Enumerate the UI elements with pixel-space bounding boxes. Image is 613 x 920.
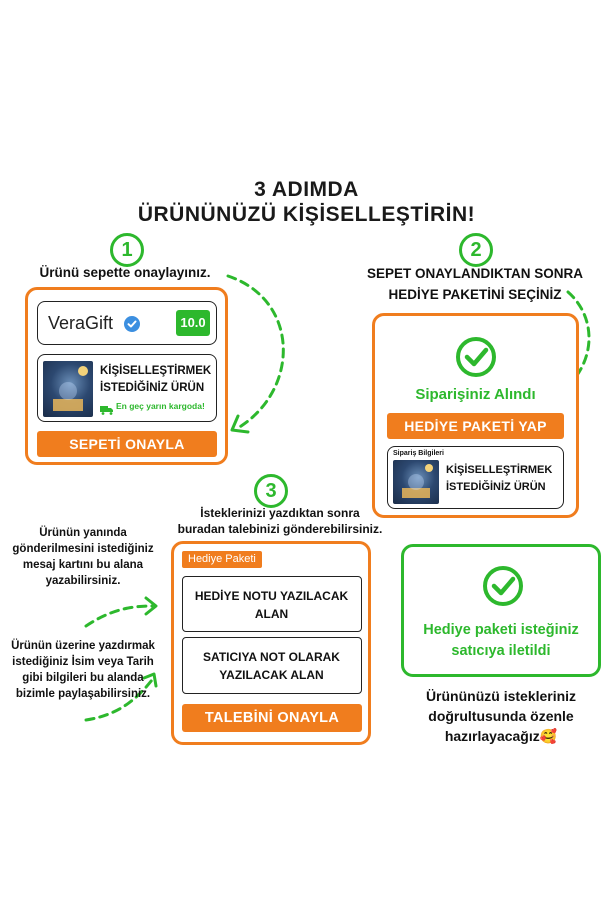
side-note-1-line-2: gönderilmesini istediğiniz bbox=[12, 543, 154, 555]
order-product-thumbnail bbox=[393, 460, 439, 504]
step-3-caption-2: buradan talebinizi gönderebilirsiniz. bbox=[177, 522, 383, 536]
title-line-2: ÜRÜNÜNÜZÜ KİŞİSELLEŞTİRİN! bbox=[137, 203, 476, 226]
step-1-caption: Ürünü sepette onaylayınız. bbox=[39, 265, 211, 280]
gift-note-line-1: HEDİYE NOTU YAZILACAK bbox=[194, 589, 349, 603]
side-note-print-info bbox=[4, 638, 162, 702]
seller-card[interactable] bbox=[37, 301, 217, 345]
side-note-1-line-3: mesaj kartını bu alana bbox=[22, 559, 144, 571]
preparation-line-2: doğrultusunda özenle bbox=[428, 708, 574, 724]
request-sent-check-icon bbox=[482, 565, 524, 607]
cart-product-title-1: KİŞİSELLEŞTİRMEK bbox=[100, 365, 212, 377]
step-3-number: 3 bbox=[254, 474, 288, 508]
seller-score-badge: 10.0 bbox=[176, 310, 210, 336]
request-sent-line-2: satıcıya iletildi bbox=[451, 643, 551, 659]
title-line-1: 3 ADIMDA bbox=[254, 178, 359, 201]
truck-icon bbox=[100, 402, 114, 412]
gift-note-field[interactable] bbox=[182, 576, 362, 632]
request-sent-frame bbox=[401, 544, 601, 677]
gift-note-line-2: ALAN bbox=[254, 607, 289, 621]
confirm-cart-button[interactable]: SEPETİ ONAYLA bbox=[37, 431, 217, 457]
step-3-gift-frame bbox=[171, 541, 371, 745]
step-2-caption-1: SEPET ONAYLANDIKTAN SONRA bbox=[366, 266, 584, 281]
gift-package-tag: Hediye Paketi bbox=[182, 551, 262, 568]
cart-product-card[interactable] bbox=[37, 354, 217, 422]
preparation-line-1: Ürününüzü istekleriniz bbox=[425, 688, 577, 704]
request-sent-line-1: Hediye paketi isteğiniz bbox=[423, 622, 579, 638]
side-note-2-line-2: istediğiniz İsim veya Tarih bbox=[12, 656, 154, 668]
confirm-request-button[interactable]: TALEBİNİ ONAYLA bbox=[182, 704, 362, 732]
order-info-label: Sipariş Bilgileri bbox=[393, 450, 444, 457]
order-product-image-icon bbox=[393, 460, 439, 504]
side-note-1-line-1: Ürünün yanında bbox=[39, 527, 127, 539]
side-note-1-line-4: yazabilirsiniz. bbox=[45, 575, 121, 587]
success-check-icon bbox=[455, 336, 497, 378]
order-product-title-1: KİŞİSELLEŞTİRMEK bbox=[446, 464, 553, 476]
order-info-card bbox=[387, 446, 564, 509]
side-note-2-line-1: Ürünün üzerine yazdırmak bbox=[11, 640, 155, 652]
step-1-number: 1 bbox=[110, 233, 144, 267]
side-note-gift-card bbox=[8, 525, 158, 589]
shipping-text: En geç yarın kargoda! bbox=[116, 401, 205, 411]
product-image-icon bbox=[43, 361, 93, 417]
step-1-cart-frame bbox=[25, 287, 228, 465]
order-received-text: Siparişiniz Alındı bbox=[415, 386, 536, 403]
seller-note-field[interactable] bbox=[182, 637, 362, 694]
gift-package-button[interactable]: HEDİYE PAKETİ YAP bbox=[387, 413, 564, 439]
order-product-title-2: İSTEDİĞİNİZ ÜRÜN bbox=[446, 481, 546, 493]
preparation-message bbox=[396, 686, 606, 746]
preparation-line-3: hazırlayacağız bbox=[444, 728, 540, 744]
step-3-caption-1: İsteklerinizi yazdıktan sonra bbox=[200, 506, 360, 520]
seller-note-line-2: YAZILACAK ALAN bbox=[219, 668, 324, 682]
seller-note-line-1: SATICIYA NOT OLARAK bbox=[203, 650, 340, 664]
side-note-2-line-3: gibi bilgileri bu alanda bbox=[22, 672, 144, 684]
product-thumbnail bbox=[43, 361, 93, 417]
step-2-order-frame bbox=[372, 313, 579, 518]
side-note-2-line-4: bizimle paylaşabilirsiniz. bbox=[15, 688, 151, 700]
verified-badge-icon bbox=[124, 316, 140, 332]
arrow-step1-to-button bbox=[228, 276, 283, 428]
cart-product-title-2: İSTEDİĞİNİZ ÜRÜN bbox=[100, 382, 205, 394]
step-2-number: 2 bbox=[459, 233, 493, 267]
step-2-caption-2: HEDİYE PAKETİNİ SEÇİNİZ bbox=[388, 287, 562, 302]
seller-name: VeraGift bbox=[48, 313, 114, 333]
arrow-note1-to-field bbox=[86, 606, 152, 626]
smiling-face-emoji-icon: 🥰 bbox=[539, 728, 558, 744]
